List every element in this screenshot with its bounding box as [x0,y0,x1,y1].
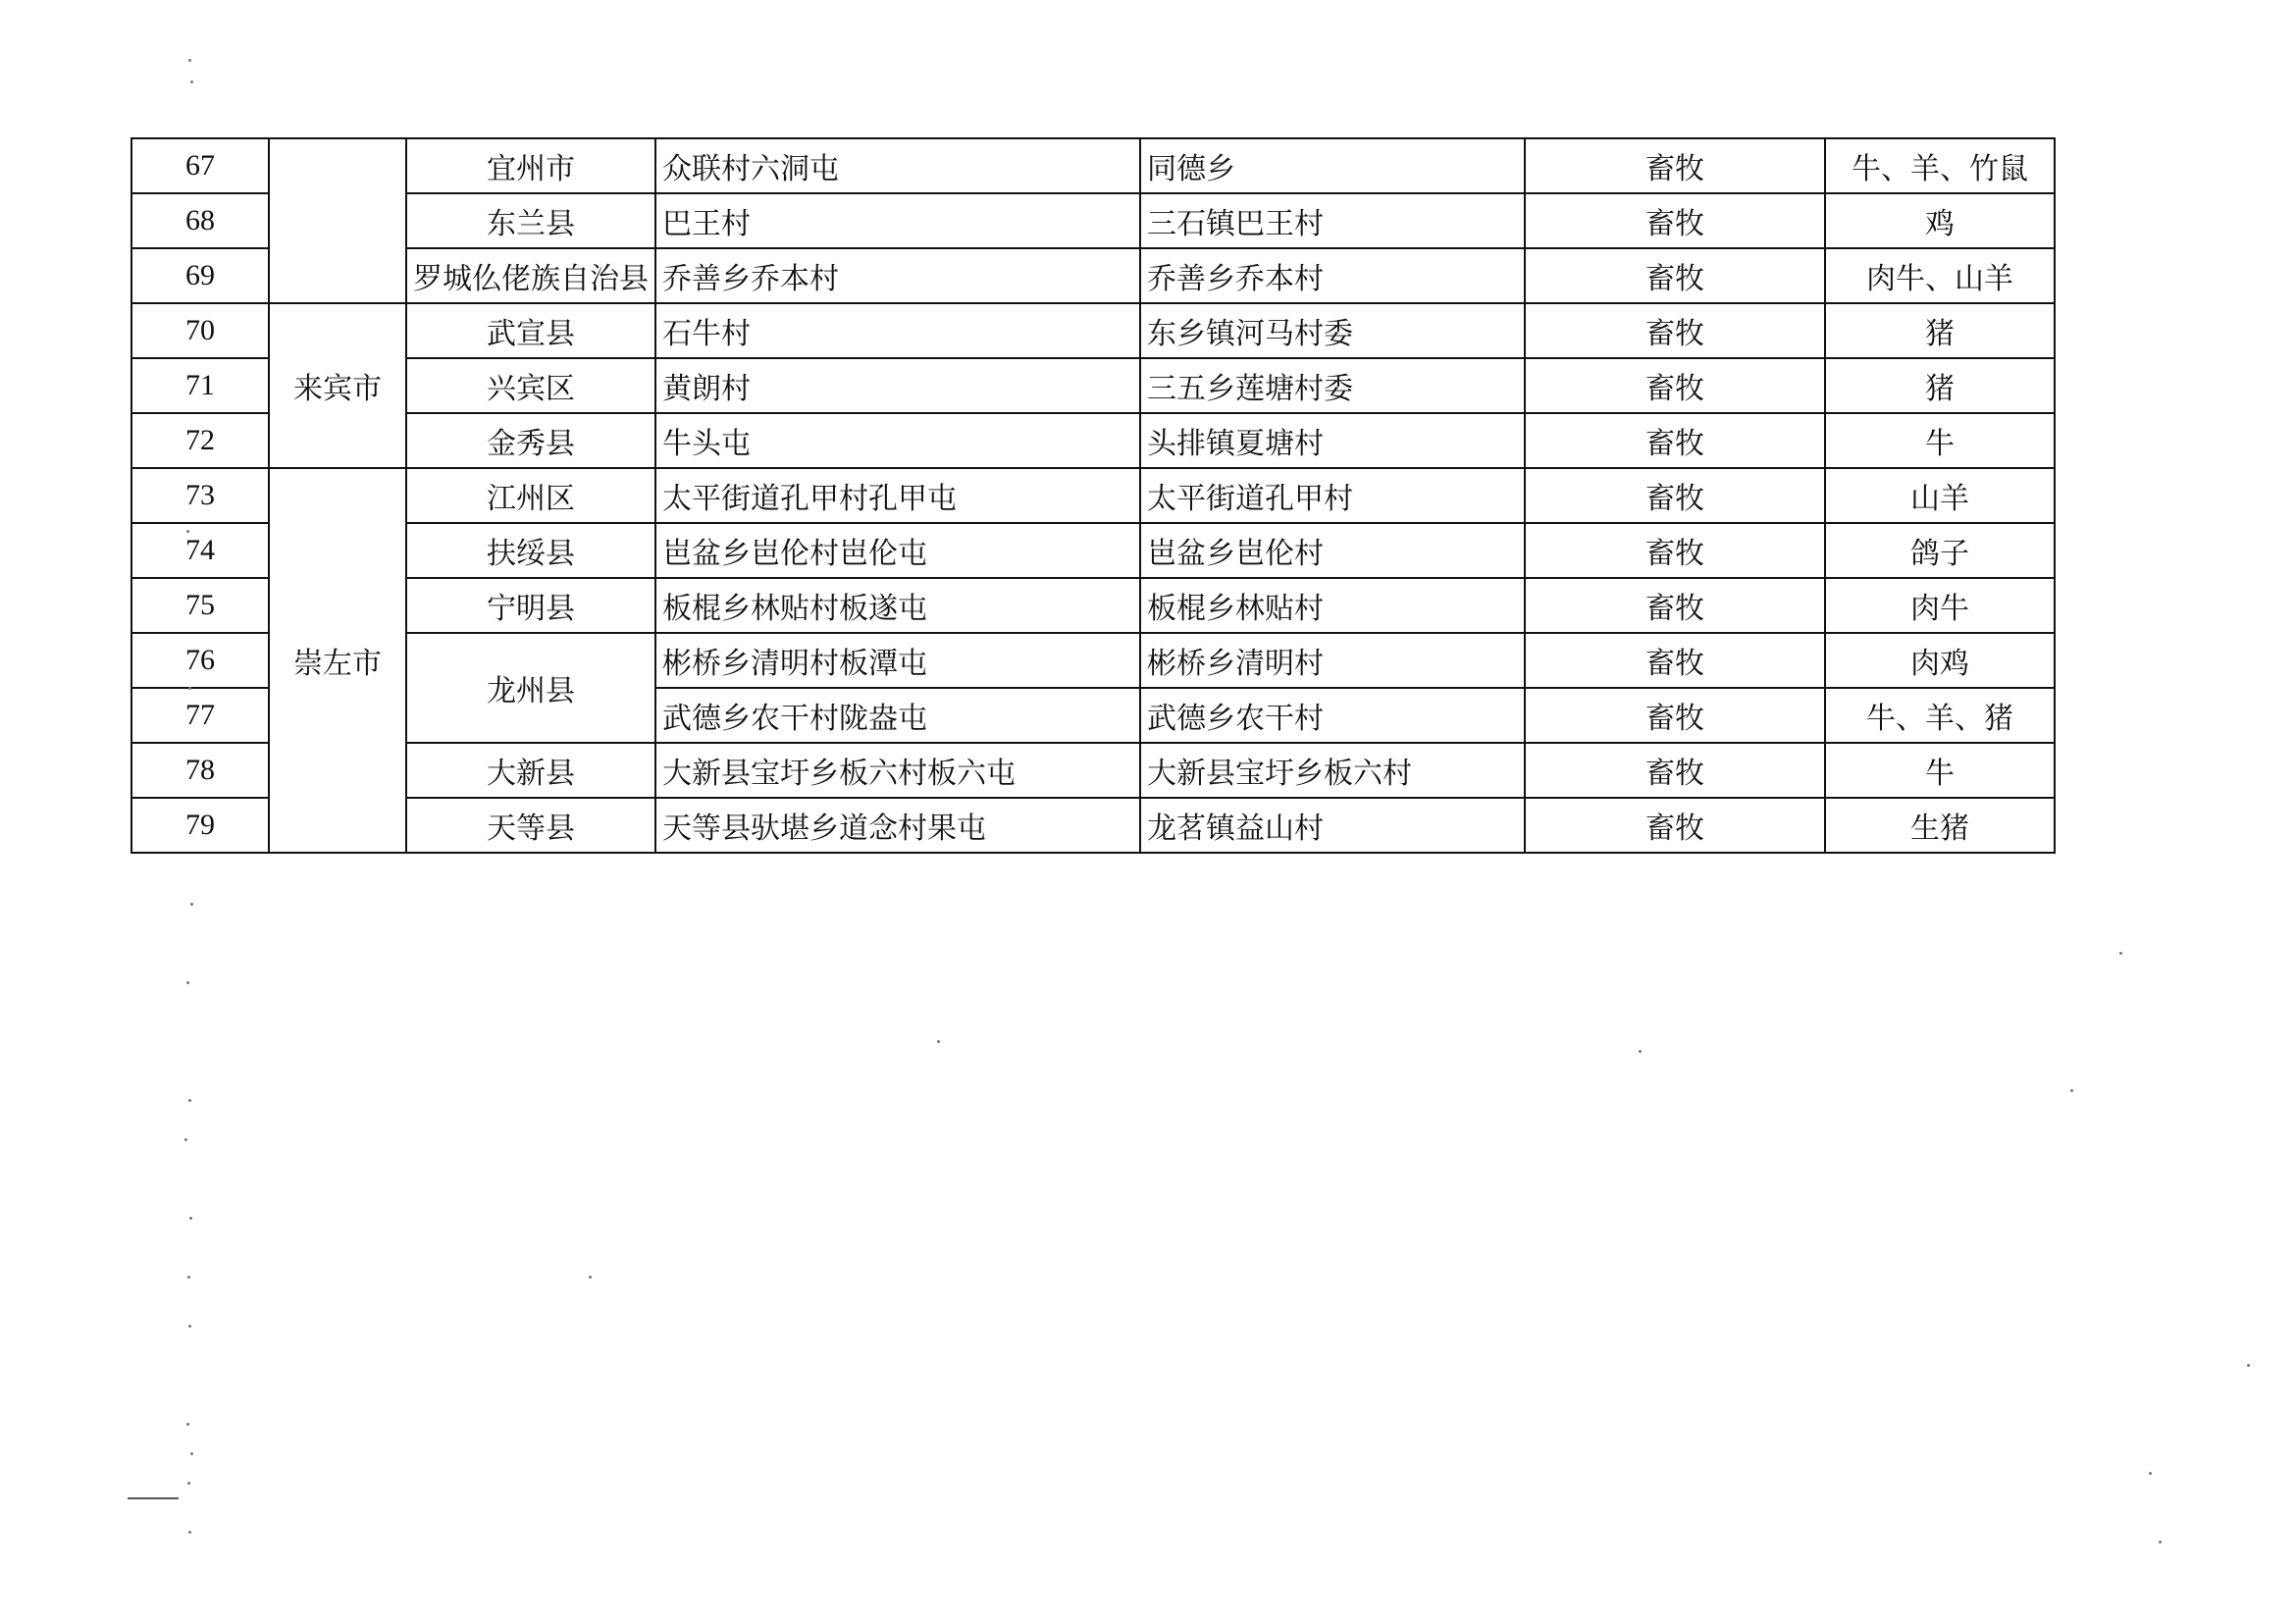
product-cell: 牛 [1825,743,2055,798]
row-number-cell: 76 [131,633,269,688]
industry-cell: 畜牧 [1525,798,1825,853]
scan-speck [189,1217,192,1220]
product-cell: 猪 [1825,358,2055,413]
industry-cell: 畜牧 [1525,523,1825,578]
scan-speck [190,80,193,83]
scan-speck [188,59,191,62]
row-number-cell: 67 [131,138,269,193]
table-row [131,468,2055,523]
industry-cell: 畜牧 [1525,138,1825,193]
row-number-cell: 72 [131,413,269,468]
county-cell: 天等县 [406,798,655,853]
village-site-cell: 众联村六洞屯 [655,138,1140,193]
county-cell: 兴宾区 [406,358,655,413]
row-number-cell: 77 [131,688,269,743]
product-cell: 肉牛 [1825,578,2055,633]
product-cell: 猪 [1825,303,2055,358]
village-site-cell: 石牛村 [655,303,1140,358]
county-cell: 罗城仫佬族自治县 [406,248,655,303]
scan-speck [188,1325,191,1328]
row-number-cell: 78 [131,743,269,798]
county-cell: 龙州县 [406,633,655,743]
scan-speck [190,1452,193,1455]
table-row [131,743,2055,798]
table-row [131,523,2055,578]
product-cell: 鸡 [1825,193,2055,248]
township-village-cell: 三石镇巴王村 [1140,193,1525,248]
scan-speck [937,1040,940,1043]
row-number-cell: 70 [131,303,269,358]
village-site-cell: 天等县驮堪乡道念村果屯 [655,798,1140,853]
table-row [131,633,2055,688]
product-cell: 牛、羊、猪 [1825,688,2055,743]
village-site-cell: 大新县宝圩乡板六村板六屯 [655,743,1140,798]
table-row [131,798,2055,853]
village-site-cell: 岜盆乡岜伦村岜伦屯 [655,523,1140,578]
scan-speck [188,687,191,690]
industry-cell: 畜牧 [1525,358,1825,413]
township-village-cell: 板棍乡林贴村 [1140,578,1525,633]
township-village-cell: 大新县宝圩乡板六村 [1140,743,1525,798]
industry-cell: 畜牧 [1525,413,1825,468]
township-village-cell: 同德乡 [1140,138,1525,193]
township-village-cell: 三五乡莲塘村委 [1140,358,1525,413]
industry-cell: 畜牧 [1525,578,1825,633]
records-table [130,137,2056,854]
product-cell: 山羊 [1825,468,2055,523]
product-cell: 牛 [1825,413,2055,468]
county-cell: 东兰县 [406,193,655,248]
industry-cell: 畜牧 [1525,193,1825,248]
scan-speck [187,1276,190,1279]
village-site-cell: 巴王村 [655,193,1140,248]
industry-cell: 畜牧 [1525,248,1825,303]
product-cell: 牛、羊、竹鼠 [1825,138,2055,193]
scan-speck [2149,1472,2152,1475]
row-number-cell: 79 [131,798,269,853]
township-village-cell: 乔善乡乔本村 [1140,248,1525,303]
margin-line-mark [128,1497,179,1499]
scan-speck [187,1482,190,1485]
table-row [131,193,2055,248]
product-cell: 鸽子 [1825,523,2055,578]
township-village-cell: 太平街道孔甲村 [1140,468,1525,523]
product-cell: 肉鸡 [1825,633,2055,688]
village-site-cell: 黄朗村 [655,358,1140,413]
row-number-cell: 74 [131,523,269,578]
township-village-cell: 岜盆乡岜伦村 [1140,523,1525,578]
county-cell: 宜州市 [406,138,655,193]
row-number-cell: 73 [131,468,269,523]
county-cell: 宁明县 [406,578,655,633]
county-cell: 大新县 [406,743,655,798]
scan-speck [188,1531,191,1534]
table-row [131,578,2055,633]
city-cell: 来宾市 [269,303,406,468]
scan-speck [2119,952,2122,955]
row-number-cell: 75 [131,578,269,633]
village-site-cell: 乔善乡乔本村 [655,248,1140,303]
scan-speck [186,1423,189,1426]
row-number-cell: 71 [131,358,269,413]
city-cell [269,138,406,303]
village-site-cell: 彬桥乡清明村板潭屯 [655,633,1140,688]
industry-cell: 畜牧 [1525,633,1825,688]
industry-cell: 畜牧 [1525,303,1825,358]
village-site-cell: 板棍乡林贴村板遂屯 [655,578,1140,633]
table-row [131,413,2055,468]
records-table-body [131,138,2055,853]
product-cell: 肉牛、山羊 [1825,248,2055,303]
scan-speck [190,903,193,906]
table-row [131,248,2055,303]
township-village-cell: 东乡镇河马村委 [1140,303,1525,358]
county-cell: 江州区 [406,468,655,523]
table-row [131,303,2055,358]
scan-speck [589,1276,592,1279]
scan-speck [186,530,189,533]
scan-speck [184,1138,187,1141]
scan-speck [2159,1541,2162,1544]
table-row [131,138,2055,193]
village-site-cell: 太平街道孔甲村孔甲屯 [655,468,1140,523]
table-row [131,358,2055,413]
industry-cell: 畜牧 [1525,468,1825,523]
scan-speck [186,981,189,984]
scan-speck [188,1099,191,1102]
city-cell: 崇左市 [269,468,406,853]
industry-cell: 畜牧 [1525,688,1825,743]
county-cell: 金秀县 [406,413,655,468]
village-site-cell: 牛头屯 [655,413,1140,468]
township-village-cell: 龙茗镇益山村 [1140,798,1525,853]
scan-speck [1639,1050,1642,1053]
township-village-cell: 头排镇夏塘村 [1140,413,1525,468]
industry-cell: 畜牧 [1525,743,1825,798]
row-number-cell: 68 [131,193,269,248]
row-number-cell: 69 [131,248,269,303]
township-village-cell: 武德乡农干村 [1140,688,1525,743]
scan-speck [2247,1364,2250,1367]
township-village-cell: 彬桥乡清明村 [1140,633,1525,688]
village-site-cell: 武德乡农干村陇盎屯 [655,688,1140,743]
scan-speck [2070,1089,2073,1092]
county-cell: 武宣县 [406,303,655,358]
product-cell: 生猪 [1825,798,2055,853]
county-cell: 扶绥县 [406,523,655,578]
